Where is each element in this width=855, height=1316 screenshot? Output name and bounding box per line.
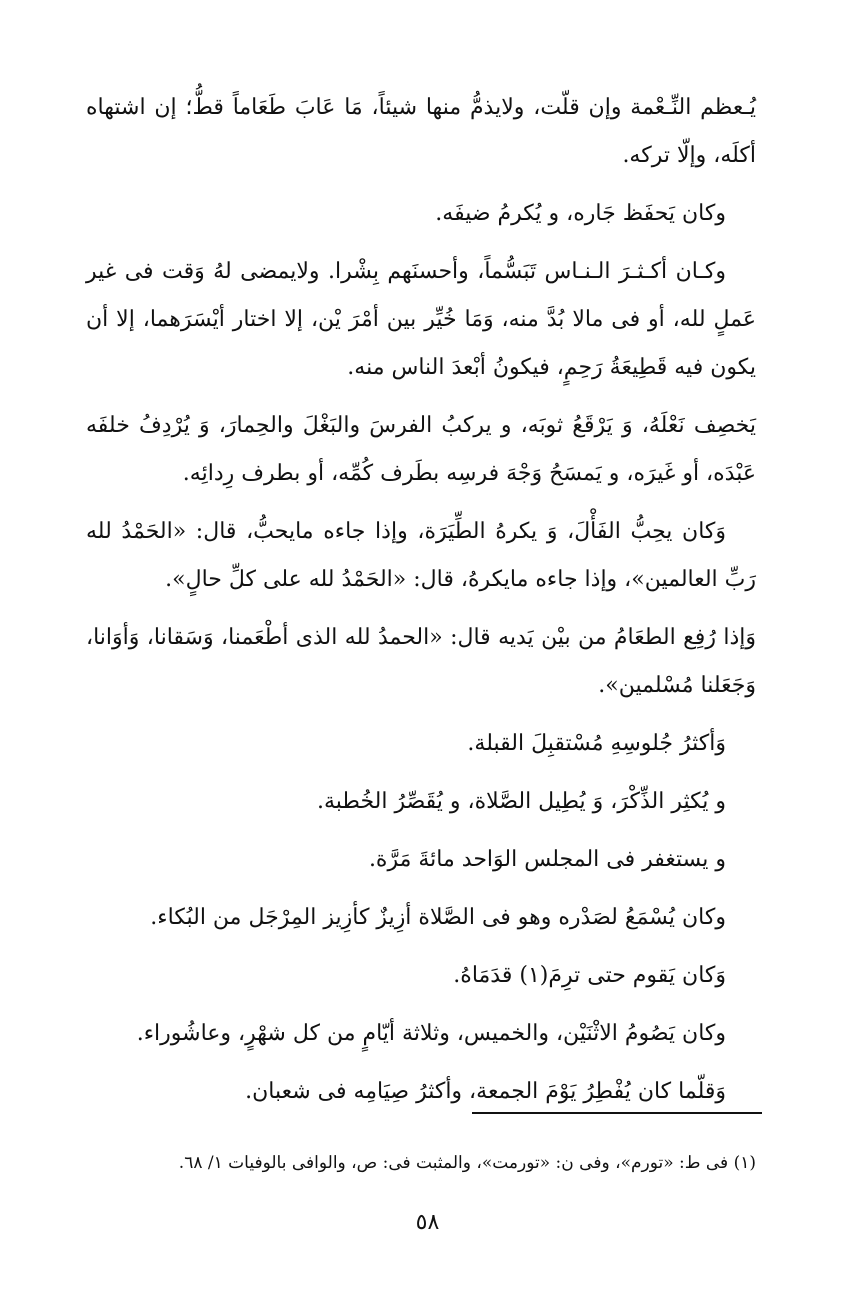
paragraph-7: وَأكثرُ جُلوسِهِ مُسْتقبِلَ القبلة. — [467, 731, 726, 756]
paragraph-4: يَخصِف نَعْلَهُ، وَ يَرْقَعُ ثوبَه، و يركبُ الفرسَ والبَغْلَ والحِمارَ، وَ يُرْدِفُ خلفَه عَبْدَه، أو غَيرَه، و يَمسَحُ وَجْهَ فرسِه بطَرف كُمِّه، أو بطرف رِدائِه. — [86, 413, 756, 486]
footnote-divider — [472, 1112, 762, 1114]
paragraph-10: وكان يُسْمَعُ لصَدْره وهو فى الصَّلاة أزِيزٌ كأزِيز المِرْجَل من البُكاء. — [150, 905, 726, 930]
main-text — [86, 84, 756, 1126]
footnote: (١) فى ط: «تورم»، وفى ن: «تورمت»، والمثبت فى: ص، والوافى بالوفيات ١/ ٦٨. — [178, 1153, 756, 1173]
paragraph-6: وَإذا رُفِع الطعَامُ من بيْن يَديه قال: «الحمدُ لله الذى أطْعَمنا، وَسَقانا، وَأوَانا، وَجَعَلنا مُسْلمين». — [86, 625, 756, 698]
paragraph-1: يُـعظم النِّـعْمة وإن قلّت، ولايذمُّ منها شيئاً، مَا عَابَ طَعَاماً قطُّ؛ إن اشتهاه أكلَه، وإلّا تركه. — [86, 95, 756, 168]
paragraph-12: وكان يَصُومُ الاثْنَيْن، والخميس، وثلاثة أيّامٍ من كل شهْرٍ، وعاشُوراء. — [136, 1021, 726, 1046]
page-number: ٥٨ — [415, 1210, 440, 1235]
paragraph-3: وكـان أكـثـرَ الـنـاس تَبَسُّماً، وأحسنَهم بِشْرا. ولايمضى لهُ وَقت فى غير عَملٍ لله، أو فى مالا بُدَّ منه، وَمَا خُيِّر بين أمْرَ يْن، إلا اختار أيْسَرَهما، إلا أن يكون فيه قَطِيعَةُ رَحِمٍ، فيكونُ أبْعدَ الناس منه. — [86, 259, 756, 380]
paragraph-13: وَقلّما كان يُفْطِرُ يَوْمَ الجمعة، وأكثرُ صِيَامِه فى شعبان. — [245, 1079, 726, 1104]
paragraph-8: و يُكثِر الذِّكْرَ، وَ يُطِيل الصَّلاة، و يُقَصِّرُ الخُطبة. — [316, 789, 726, 814]
paragraph-5: وَكان يحِبُّ الفَأْلَ، وَ يكرهُ الطِّيَرَة، وإذا جاءه مايحبُّ، قال: «الحَمْدُ لله رَبِّ العالمين»، وإذا جاءه مايكرهُ، قال: «الحَمْدُ لله على كلِّ حالٍ». — [86, 519, 756, 592]
paragraph-11: وَكان يَقوم حتى ترِمَ(١) قدَمَاهُ. — [453, 963, 726, 988]
paragraph-9: و يستغفر فى المجلس الوَاحد مائةَ مَرَّة. — [368, 847, 726, 872]
paragraph-2: وكان يَحفَظ جَاره، و يُكرمُ ضيفَه. — [435, 201, 726, 226]
